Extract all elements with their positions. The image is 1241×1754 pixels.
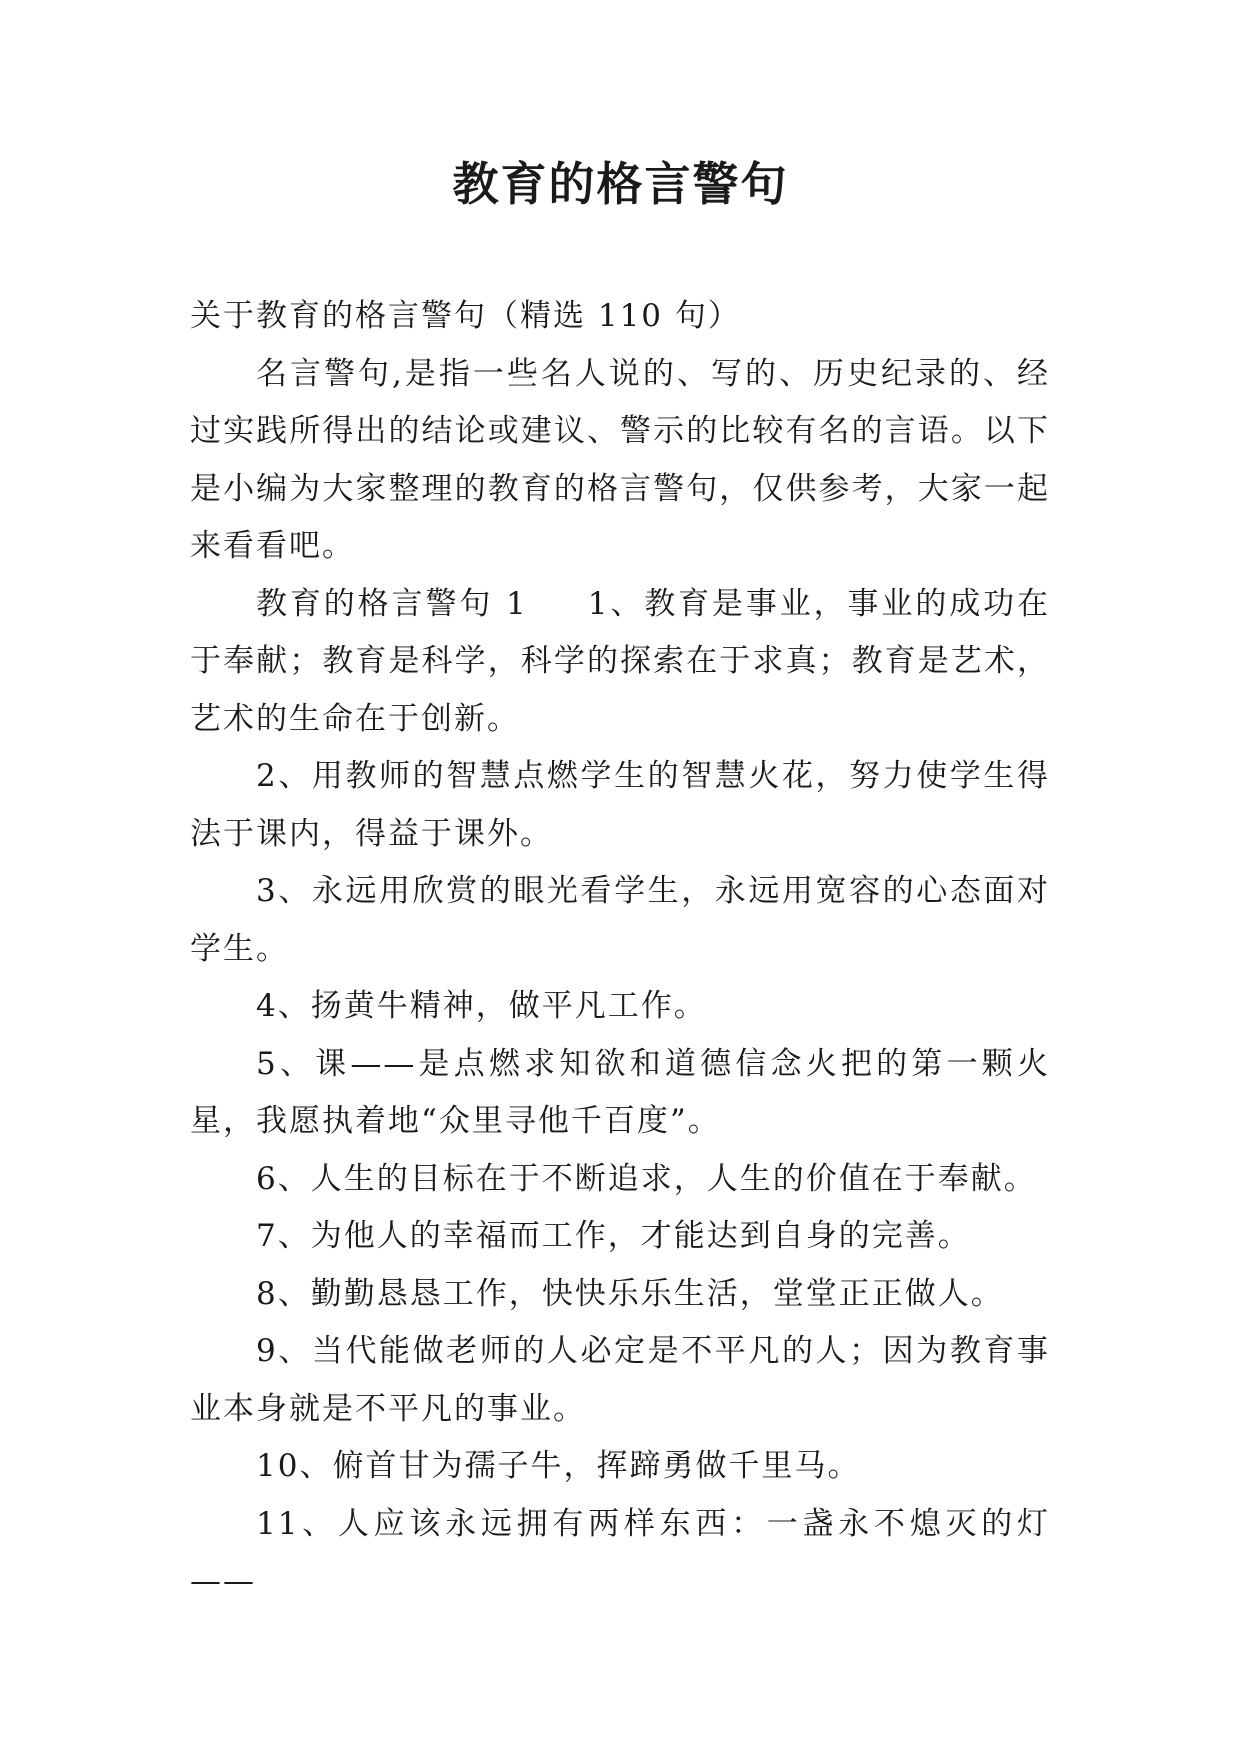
quote-item: 5、课——是点燃求知欲和道德信念火把的第一颗火星，我愿执着地“众里寻他千百度”。 [190,1045,1050,1139]
document-title: 教育的格言警句 [452,157,789,211]
quote-item: 8、勤勤恳恳工作，快快乐乐生活，堂堂正正做人。 [256,1275,1004,1312]
quote-item: 1、教育是事业，事业的成功在于奉献；教育是科学，科学的探索在于求真；教育是艺术，艺术的生命在于创新。 [190,585,1050,737]
quote-item: 4、扬黄牛精神，做平凡工作。 [256,988,707,1024]
quote-item: 6、人生的目标在于不断追求，人生的价值在于奉献。 [256,1160,1037,1197]
quote-item: 9、当代能做老师的人必定是不平凡的人；因为教育事业本身就是不平凡的事业。 [190,1333,1050,1427]
document-body [190,288,1050,1611]
quote-item: 10、俯首甘为孺子牛，挥蹄勇做千里马。 [256,1448,861,1484]
quote-item: 7、为他人的幸福而工作，才能达到自身的完善。 [256,1218,971,1254]
intro-paragraph: 名言警句,是指一些名人说的、写的、历史纪录的、经过实践所得出的结论或建议、警示的比较有名的言语。以下是小编为大家整理的教育的格言警句，仅供参考，大家一起来看看吧。 [190,355,1050,564]
quote-item: 11、人应该永远拥有两样东西：一盏永不熄灭的灯—— [190,1505,1050,1599]
quote-item-1-paragraph [190,576,1050,749]
quote-item: 3、永远用欣赏的眼光看学生，永远用宽容的心态面对学生。 [190,873,1050,967]
section-heading: 教育的格言警句 1 [256,585,528,622]
document-subtitle: 关于教育的格言警句（精选 110 句） [190,298,741,334]
quote-item: 2、用教师的智慧点燃学生的智慧火花，努力使学生得法于课内，得益于课外。 [190,758,1050,852]
